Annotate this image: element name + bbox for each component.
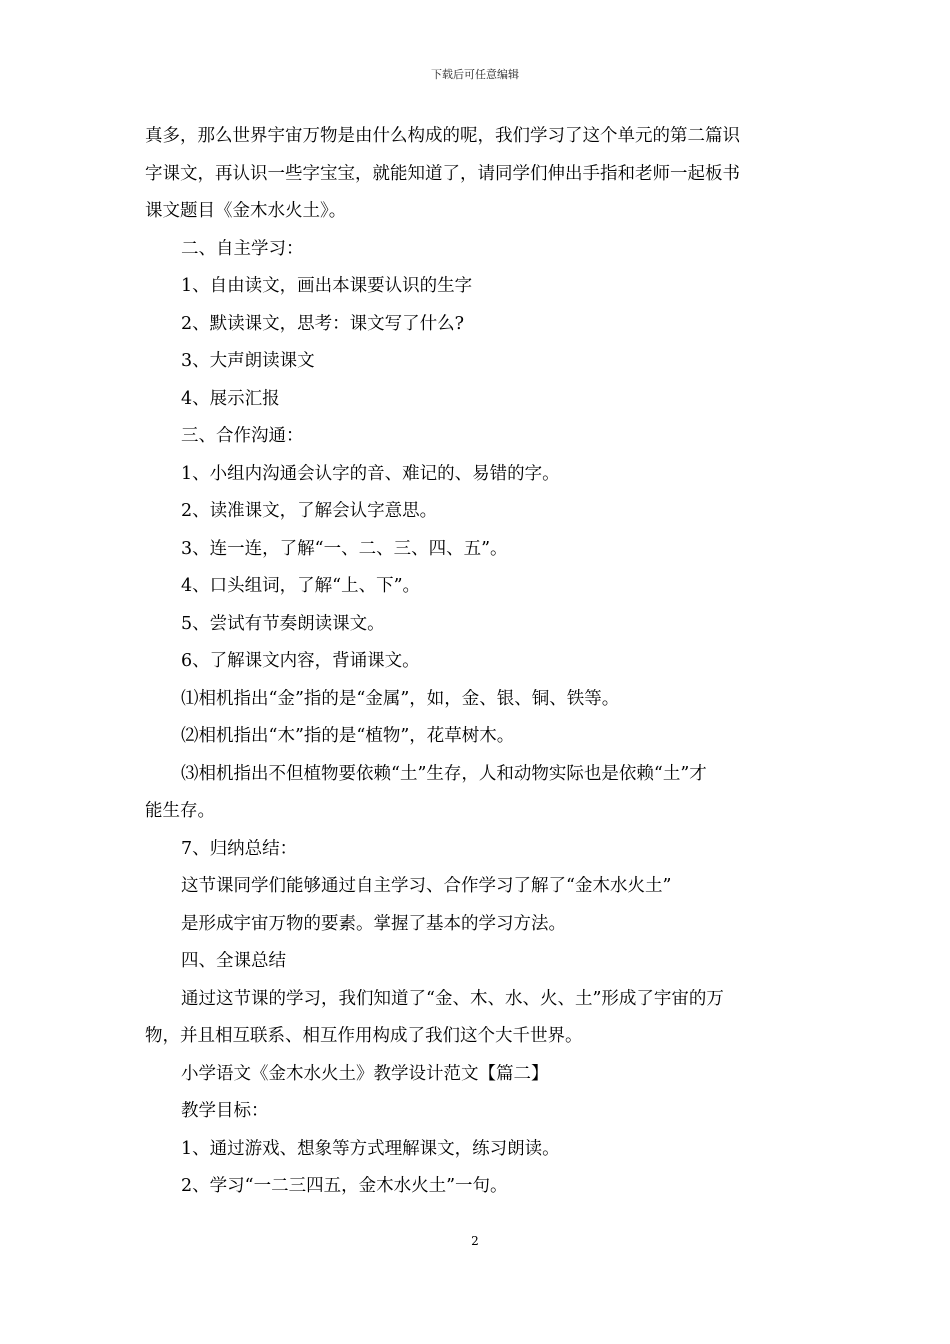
list-item: 2、默读课文，思考：课文写了什么? — [181, 313, 465, 334]
section-heading: 小学语文《金木水火土》教学设计范文【篇二】 — [181, 1063, 549, 1084]
paragraph-line: 通过这节课的学习，我们知道了“金、木、水、火、土”形成了宇宙的万 — [181, 988, 724, 1009]
list-item: 3、大声朗读课文 — [181, 351, 315, 371]
list-item: 6、了解课文内容，背诵课文。 — [181, 651, 420, 671]
page-number: 2 — [471, 1234, 479, 1248]
sub-list-item: ⑶相机指出不但植物要依赖“土”生存，人和动物实际也是依赖“土”才 — [181, 763, 707, 784]
paragraph-line: 课文题目《金木水火土》。 — [145, 201, 347, 221]
section-heading: 三、合作沟通： — [181, 426, 304, 446]
list-item: 4、展示汇报 — [181, 388, 280, 409]
paragraph-line: 能生存。 — [145, 801, 215, 821]
paragraph-line: 这节课同学们能够通过自主学习、合作学习了解了“金木水火土” — [181, 876, 672, 896]
section-heading: 四、全课总结 — [181, 951, 286, 971]
list-item: 1、通过游戏、想象等方式理解课文，练习朗读。 — [181, 1138, 560, 1159]
list-item: 7、归纳总结： — [181, 838, 298, 859]
document-body — [145, 118, 817, 1206]
sub-list-item: ⑵相机指出“木”指的是“植物”，花草树木。 — [181, 726, 515, 746]
list-item: 2、读准课文，了解会认字意思。 — [181, 501, 438, 521]
page-header-note: 下载后可任意编辑 — [431, 68, 519, 81]
section-heading: 二、自主学习： — [181, 238, 304, 259]
paragraph-line: 字课文，再认识一些字宝宝，就能知道了，请同学们伸出手指和老师一起板书 — [145, 163, 740, 184]
paragraph-line: 物，并且相互联系、相互作用构成了我们这个大千世界。 — [145, 1026, 583, 1046]
paragraph-line: 是形成宇宙万物的要素。掌握了基本的学习方法。 — [181, 913, 566, 934]
list-item: 1、小组内沟通会认字的音、难记的、易错的字。 — [181, 463, 560, 484]
list-item: 3、连一连，了解“一、二、三、四、五”。 — [181, 538, 508, 559]
paragraph-line: 真多，那么世界宇宙万物是由什么构成的呢，我们学习了这个单元的第二篇识 — [145, 126, 740, 146]
list-item: 2、学习“一二三四五，金木水火土”一句。 — [181, 1176, 508, 1196]
sub-list-item: ⑴相机指出“金”指的是“金属”，如，金、银、铜、铁等。 — [181, 688, 620, 709]
list-item: 1、自由读文，画出本课要认识的生字 — [181, 276, 473, 296]
list-item: 4、口头组词，了解“上、下”。 — [181, 576, 421, 596]
section-heading: 教学目标： — [181, 1101, 269, 1121]
list-item: 5、尝试有节奏朗读课文。 — [181, 613, 385, 634]
